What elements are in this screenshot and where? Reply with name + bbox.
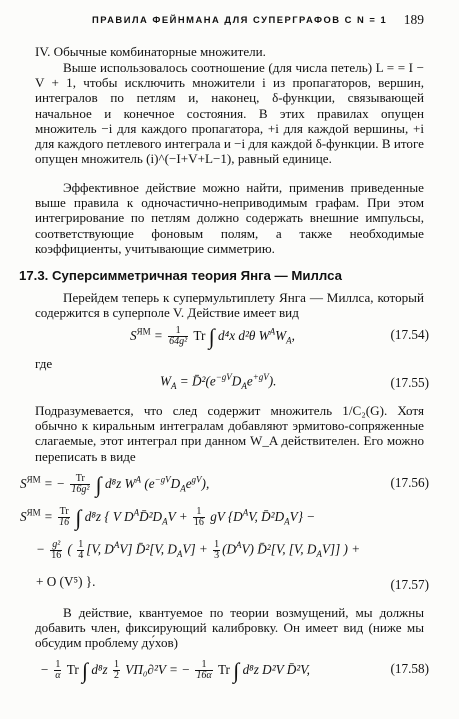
equation-17-58 — [0, 658, 459, 682]
equation-17-57-line2 — [0, 540, 459, 564]
paragraph-rule-iv: IV. Обычные комбинаторные множители. — [35, 44, 266, 59]
running-header — [0, 14, 459, 30]
equation-number: (17.54) — [390, 327, 429, 342]
equation-17-55 — [0, 372, 459, 396]
paragraph-loops: Выше использовалось соотношение (для числа петель) L = = I − V + 1, чтобы исключить множители i из пропагаторов, вершин, интегралов по петлям и, наконец, δ-функции, связывающей начальное и конечное состояния. В этих правилах опущен множитель −i для каждого пропагатора, +i для каждой вершины, +i для каждого петлевого интеграла и −i для каждой δ-функции. В итоге опущен множитель (i)^(−I+V+L−1), равный единице. — [35, 60, 424, 167]
equation-17-57-line1-body: $S^{ЯМ}$ = $\frac{Tr}{16}$ ∫ d⁸z { V $D^AD̄^2D_AV$ + $\frac{1}{16}$ gV {$D^AV$, $D̄^2D_AV$} − — [20, 505, 316, 530]
equation-17-56 — [0, 472, 459, 496]
page-number: 189 — [403, 12, 424, 27]
equation-17-57-line3-body: + O (V⁵) }. — [36, 574, 96, 589]
equation-17-57-line1 — [0, 505, 459, 529]
word-where: где — [35, 356, 53, 371]
equation-17-56-body: $S^{ЯМ}$ = − $\frac{Tr}{\text{16g²}}$ ∫ d⁸z $W^A$ $(e^{-gV}D_Ae^{gV})$, — [20, 472, 210, 497]
equation-17-57-line2-body: − $\frac{\text{g²}}{16}$ ( $\frac{1}{4}$ [V, $D^AV$] D̄²[V, $D_AV$] + $\frac{1}{3}$ $(D^AV)$ D̄²[V, [V, $D_AV$]] ) + — [36, 539, 361, 561]
equation-number: (17.58) — [390, 661, 429, 676]
paragraph-trace: Подразумевается, что след содержит множитель 1/C₂(G). Хотя обычно к киральным интегралам добавляют эрмитово-сопряженные слагаемые, этот интеграл при данном W_A действителен. Его можно переписать в виде — [35, 403, 424, 464]
equation-17-58-body: − $\frac{1}{\alpha}$ Tr ∫ d⁸z $\frac{1}{2}$ VΠ₀∂²V = − $\frac{1}{16\alpha}$ Tr ∫ d⁸z D²V D̄²V, — [40, 658, 310, 683]
equation-number: (17.57) — [390, 577, 429, 592]
equation-17-57-line3 — [0, 574, 459, 598]
paragraph-effective-action: Эффективное действие можно найти, применив приведенные выше правила к одночастично-неприводимым графам. При этом интегрирование по петлям должно содержать внешние импульсы, соответствующие фоновым полям, а также необходимые коэффициенты, учитывающие симметрию. — [35, 180, 424, 256]
equation-17-54-body: $S^{ЯМ}$ = $\frac{1}{\text{64g²}}$ Tr ∫ d⁴x d²θ $W^AW_A$, — [130, 324, 295, 349]
section-heading: 17.3. Суперсимметричная теория Янга — Миллса — [19, 268, 342, 283]
equation-number: (17.56) — [390, 475, 429, 490]
equation-number: (17.55) — [390, 375, 429, 390]
equation-17-55-body: $W_A$ = $D̄^2(e^{-gV}D_Ae^{+gV})$. — [160, 372, 277, 392]
running-title: ПРАВИЛА ФЕЙНМАНА ДЛЯ СУПЕРГРАФОВ С N = 1 — [92, 14, 388, 25]
paragraph-gauge-fixing: В действие, квантуемое по теории возмущений, мы должны добавить член, фиксирующий калибровку. Он имеет вид (ниже мы обсудим проблему ду́хов) — [35, 605, 424, 651]
paragraph-intro-ym: Перейдем теперь к супермультиплету Янга — Миллса, который содержится в суперполе V. Действие имеет вид — [35, 290, 424, 321]
equation-17-54 — [0, 324, 459, 348]
